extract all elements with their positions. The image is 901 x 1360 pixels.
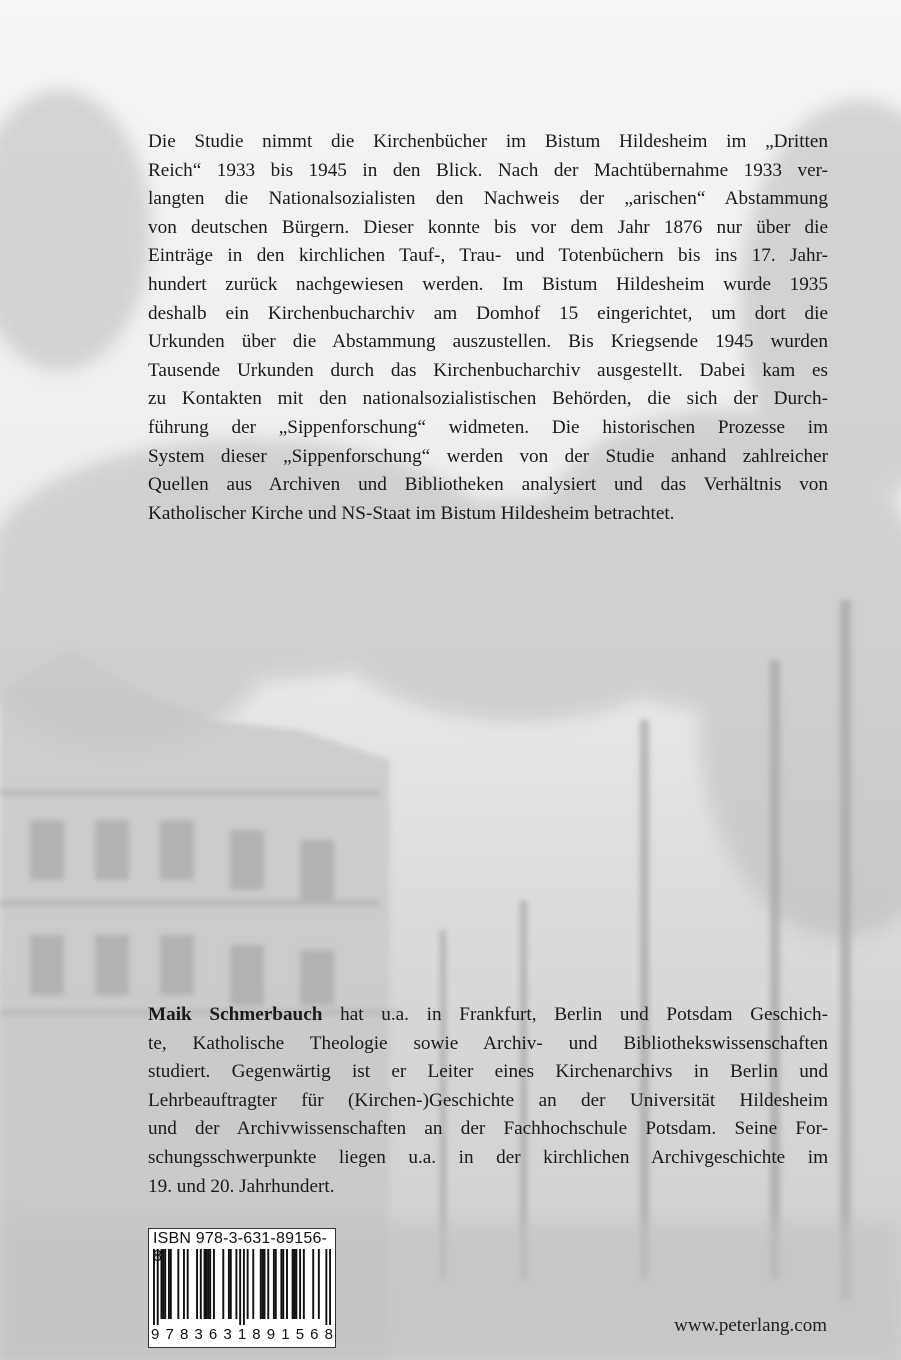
bio-line: 19. und 20. Jahrhundert.: [148, 1175, 335, 1197]
barcode-bar: [318, 1249, 320, 1319]
barcode-digit: 1: [237, 1326, 247, 1343]
barcode-digit: 9: [151, 1326, 160, 1343]
barcode-digit: 6: [310, 1326, 319, 1343]
barcode-digit: 9: [266, 1326, 276, 1343]
barcode-bar: [312, 1249, 314, 1319]
barcode-bar: [286, 1249, 288, 1319]
barcode-digit: 8: [324, 1326, 333, 1343]
barcode-bar: [247, 1249, 249, 1319]
barcode-bar: [239, 1249, 241, 1325]
barcode-bar: [243, 1249, 245, 1325]
blurb-line: zu Kontakten mit den nationalsozialistischen Behörden, die sich der Durch-: [148, 388, 828, 410]
blurb-line: Quellen aus Archiven und Bibliotheken analysiert und das Verhältnis von: [148, 474, 828, 496]
blurb-line: langten die Nationalsozialisten den Nachweis der „arischen“ Abstammung: [148, 188, 828, 210]
barcode-bar: [170, 1249, 172, 1319]
blurb-line: deshalb ein Kirchenbucharchiv am Domhof 15 eingerichtet, um dort die: [148, 302, 828, 324]
barcode-bar: [160, 1249, 162, 1319]
bio-line: Lehrbeauftragter für (Kirchen-)Geschichte an der Universität Hildesheim: [148, 1089, 828, 1111]
blurb-line: Reich“ 1933 bis 1945 in den Blick. Nach der Machtübernahme 1933 ver-: [148, 159, 828, 181]
barcode-bar: [303, 1249, 305, 1319]
barcode-bar: [164, 1249, 166, 1319]
barcode-bar: [168, 1249, 170, 1319]
barcode-bar: [264, 1249, 266, 1319]
barcode-digit: 8: [179, 1326, 189, 1343]
barcode-bar: [196, 1249, 198, 1319]
barcode-bar: [299, 1249, 301, 1319]
barcode-bar: [275, 1249, 277, 1319]
barcode-digit: 1: [281, 1326, 290, 1343]
barcode-bar: [157, 1249, 159, 1325]
barcode-graphic: [153, 1249, 331, 1325]
bio-line: te, Katholische Theologie sowie Archiv- und Bibliothekswissenschaften: [148, 1032, 828, 1054]
barcode-bar: [200, 1249, 202, 1319]
barcode-bar: [329, 1249, 331, 1325]
barcode-bar: [294, 1249, 296, 1319]
barcode-digit: 6: [208, 1326, 218, 1343]
barcode-bar: [222, 1249, 224, 1319]
publisher-website: www.peterlang.com: [674, 1315, 827, 1336]
barcode-bar: [280, 1249, 282, 1319]
barcode-bar: [183, 1249, 185, 1319]
barcode-digit: 5: [295, 1326, 305, 1343]
barcode-bar: [153, 1249, 155, 1325]
bio-line: schungsschwerpunkte liegen u.a. in der kirchlichen Archivgeschichte im: [148, 1146, 828, 1168]
barcode-bar: [295, 1249, 297, 1319]
barcode-bar: [282, 1249, 284, 1319]
barcode-digit: 3: [223, 1326, 232, 1343]
barcode-bar: [230, 1249, 232, 1319]
blurb-line: von deutschen Bürgern. Dieser konnte bis vor dem Jahr 1876 nur über die: [148, 216, 828, 238]
blurb-line: Einträge in den kirchlichen Tauf-, Trau- und Totenbüchern bis ins 17. Jahr-: [148, 245, 828, 267]
bio-line: [148, 1001, 828, 1030]
barcode-digit: 7: [165, 1326, 174, 1343]
blurb-text: [148, 128, 828, 528]
blurb-line: System dieser „Sippenforschung“ werden von der Studie anhand zahlreicher: [148, 445, 828, 467]
blurb-line: führung der „Sippenforschung“ widmeten. Die historischen Prozesse im: [148, 416, 828, 438]
blurb-line: Die Studie nimmt die Kirchenbücher im Bistum Hildesheim im „Dritten: [148, 131, 828, 152]
barcode-bar: [213, 1249, 215, 1319]
bio-line: und der Archivwissenschaften an der Fachhochschule Potsdam. Seine For-: [148, 1118, 828, 1140]
bio-line: studiert. Gegenwärtig ist er Leiter eines Kirchenarchivs in Berlin und: [148, 1061, 828, 1083]
barcode-bar: [187, 1249, 189, 1319]
isbn-barcode-box: [148, 1228, 336, 1348]
barcode-bar: [267, 1249, 269, 1319]
barcode-bar: [292, 1249, 294, 1319]
barcode-bar: [228, 1249, 230, 1319]
barcode-bar: [262, 1249, 264, 1319]
blurb-line: Katholischer Kirche und NS-Staat im Bistum Hildesheim betrachtet.: [148, 502, 675, 524]
blurb-line: hundert zurück nachgewiesen werden. Im Bistum Hildesheim wurde 1935: [148, 273, 828, 295]
author-bio: [148, 1001, 828, 1201]
barcode-bar: [205, 1249, 207, 1319]
bio-first-line-rest: hat u.a. in Frankfurt, Berlin und Potsdam Geschich-: [322, 1004, 828, 1025]
isbn-label: ISBN 978-3-631-89156-: [153, 1230, 328, 1247]
barcode-digit: 8: [252, 1326, 261, 1343]
barcode-bar: [209, 1249, 211, 1319]
barcode-bar: [325, 1249, 327, 1325]
barcode-digits: [151, 1326, 333, 1343]
barcode-digit: 3: [194, 1326, 203, 1343]
barcode-bar: [177, 1249, 179, 1319]
author-name: Maik Schmerbauch: [148, 1004, 323, 1025]
blurb-line: Urkunden über die Abstammung auszustellen. Bis Kriegsende 1945 wurden: [148, 331, 828, 353]
barcode-bar: [252, 1249, 254, 1319]
barcode-bar: [207, 1249, 209, 1319]
barcode-bar: [273, 1249, 275, 1319]
barcode-bar: [162, 1249, 164, 1319]
barcode-bar: [260, 1249, 262, 1319]
blurb-line: Tausende Urkunden durch das Kirchenbucharchiv ausgestellt. Dabei kam es: [148, 359, 828, 381]
barcode-bar: [235, 1249, 237, 1319]
barcode-bar: [204, 1249, 206, 1319]
